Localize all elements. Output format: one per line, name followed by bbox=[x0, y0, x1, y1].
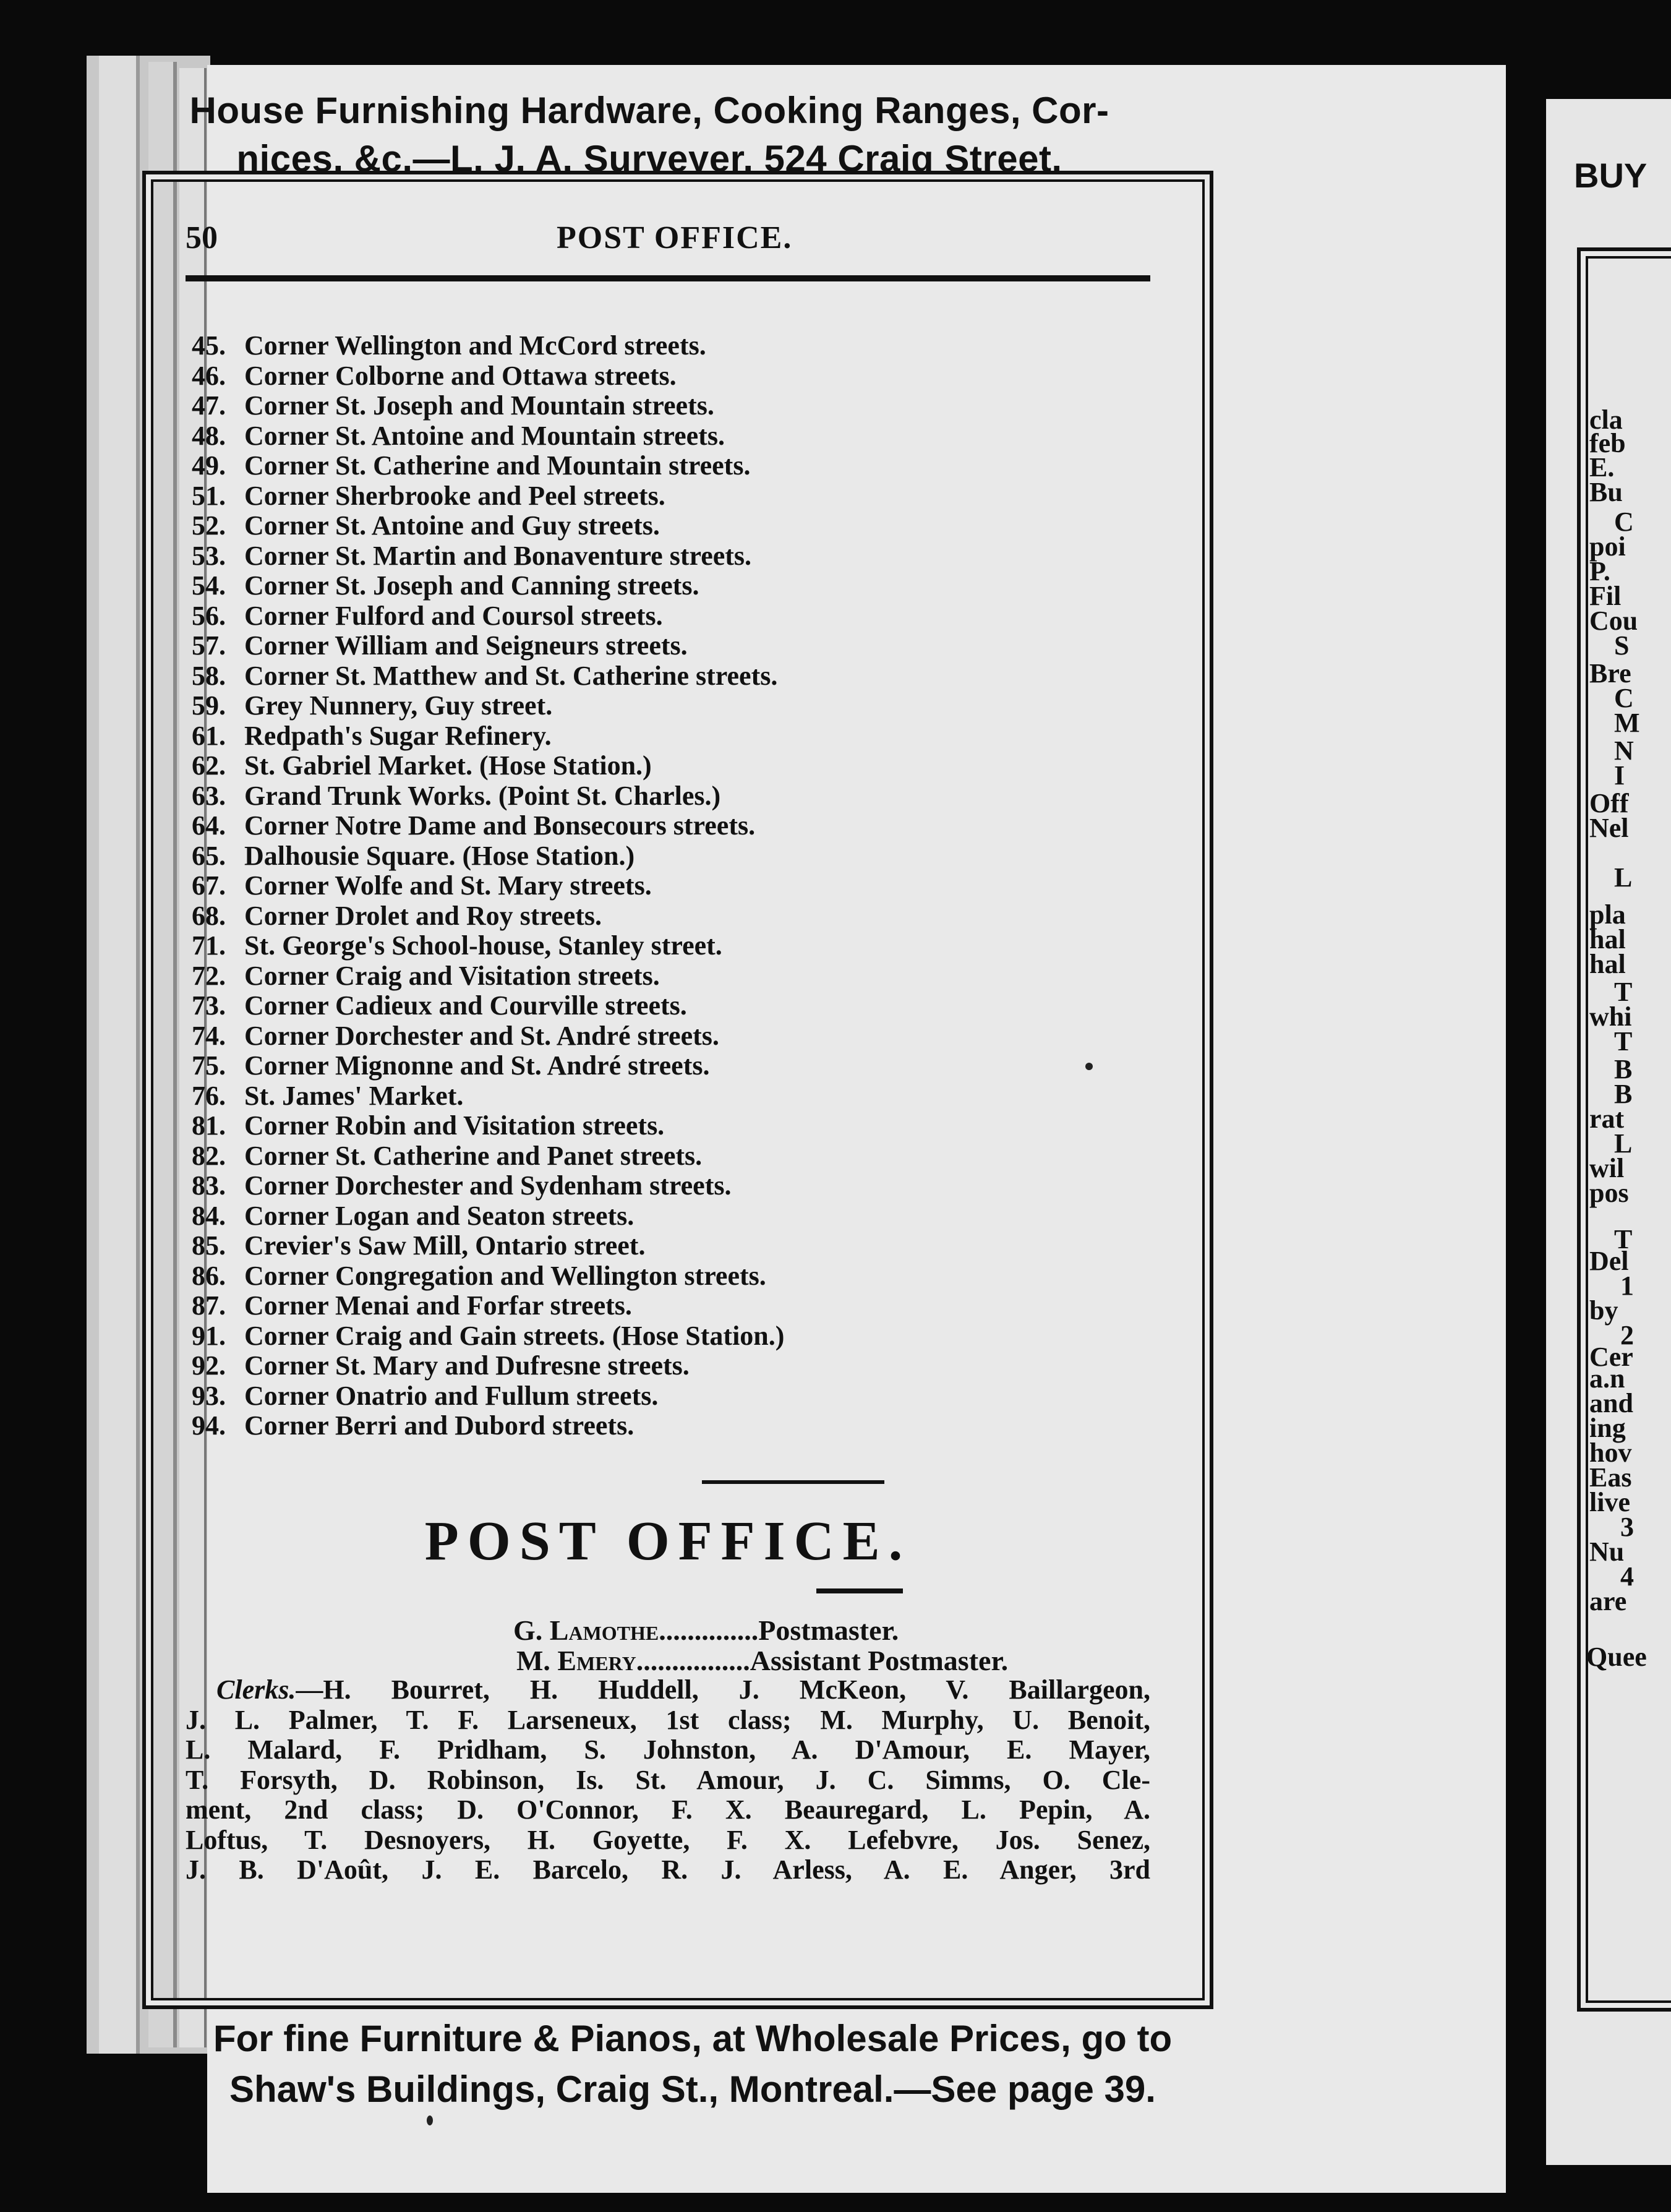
box-number: 93. bbox=[192, 1380, 226, 1411]
box-number: 87. bbox=[192, 1290, 226, 1321]
box-number: 74. bbox=[192, 1020, 226, 1051]
box-number: 94. bbox=[192, 1410, 226, 1441]
box-location: Corner Colborne and Ottawa streets. bbox=[244, 360, 677, 391]
box-number: 59. bbox=[192, 690, 226, 721]
post-office-heading: POST OFFICE. bbox=[424, 1511, 912, 1572]
list-item bbox=[192, 541, 1156, 572]
list-item bbox=[192, 901, 1156, 932]
box-number: 76. bbox=[192, 1080, 226, 1111]
box-location: Redpath's Sugar Refinery. bbox=[244, 720, 552, 751]
box-location: Grand Trunk Works. (Point St. Charles.) bbox=[244, 780, 721, 811]
box-number: 61. bbox=[192, 720, 226, 751]
box-number: 53. bbox=[192, 540, 226, 571]
facing-page-fragment: C bbox=[1614, 683, 1634, 713]
ink-speck bbox=[427, 2116, 433, 2125]
clerks-line: J. L. Palmer, T. F. Larseneux, 1st class; M. Murphy, U. Benoit, bbox=[186, 1704, 1150, 1735]
facing-page-fragment: Eas bbox=[1589, 1462, 1632, 1493]
facing-page-fragment: Cer bbox=[1589, 1342, 1633, 1372]
list-item bbox=[192, 841, 1156, 872]
box-number: 46. bbox=[192, 360, 226, 391]
box-number: 67. bbox=[192, 870, 226, 901]
box-location: Corner St. Antoine and Mountain streets. bbox=[244, 420, 725, 451]
box-number: 56. bbox=[192, 600, 226, 631]
box-number: 83. bbox=[192, 1170, 226, 1201]
list-item bbox=[192, 601, 1156, 632]
box-location: St. Gabriel Market. (Hose Station.) bbox=[244, 750, 652, 781]
list-item bbox=[192, 331, 1156, 361]
facing-page-fragment: hov bbox=[1589, 1438, 1632, 1468]
list-item bbox=[192, 421, 1156, 452]
list-item bbox=[192, 721, 1156, 752]
box-location: Corner Cadieux and Courville streets. bbox=[244, 990, 687, 1021]
box-number: 47. bbox=[192, 390, 226, 421]
facing-page-fragment: ing bbox=[1589, 1413, 1626, 1443]
facing-page-fragment: Nu bbox=[1589, 1537, 1625, 1567]
box-location: Corner Wellington and McCord streets. bbox=[244, 330, 706, 361]
facing-page-fragment: T bbox=[1614, 977, 1633, 1007]
box-number: 48. bbox=[192, 420, 226, 451]
ink-speck bbox=[1085, 1063, 1093, 1070]
box-number: 92. bbox=[192, 1350, 226, 1381]
facing-page-fragment: L bbox=[1614, 862, 1633, 893]
list-item bbox=[192, 1201, 1156, 1232]
list-item bbox=[192, 781, 1156, 812]
box-location: Corner St. Matthew and St. Catherine streets. bbox=[244, 660, 778, 691]
box-number: 86. bbox=[192, 1260, 226, 1291]
box-number: 82. bbox=[192, 1140, 226, 1171]
list-item bbox=[192, 1291, 1156, 1321]
box-location: Dalhousie Square. (Hose Station.) bbox=[244, 840, 635, 871]
box-number: 91. bbox=[192, 1320, 226, 1351]
facing-page-fragment: cla bbox=[1589, 405, 1623, 435]
box-location: Corner St. Catherine and Panet streets. bbox=[244, 1140, 703, 1171]
footer-line-1: For fine Furniture & Pianos, at Wholesale Prices, go to bbox=[213, 2018, 1173, 2059]
footer-line-2: Shaw's Buildings, Craig St., Montreal.—See page 39. bbox=[229, 2068, 1156, 2110]
facing-page-fragment: Nel bbox=[1589, 813, 1629, 843]
box-location: Corner Dorchester and St. André streets. bbox=[244, 1020, 719, 1051]
box-location: Corner William and Seigneurs streets. bbox=[244, 630, 688, 661]
facing-page-fragment: and bbox=[1589, 1388, 1633, 1418]
facing-page-fragment: pla bbox=[1589, 899, 1626, 930]
list-item bbox=[192, 661, 1156, 692]
facing-page-fragment: E. bbox=[1589, 452, 1615, 482]
list-item bbox=[192, 1381, 1156, 1412]
box-number: 51. bbox=[192, 480, 226, 511]
running-title: POST OFFICE. bbox=[557, 220, 793, 255]
list-item bbox=[192, 631, 1156, 661]
box-location: Corner Mignonne and St. André streets. bbox=[244, 1050, 710, 1081]
list-item bbox=[192, 751, 1156, 781]
list-item bbox=[192, 961, 1156, 992]
box-location: Corner St. Antoine and Guy streets. bbox=[244, 510, 660, 541]
facing-page-fragment: B bbox=[1614, 1079, 1633, 1109]
box-number: 84. bbox=[192, 1200, 226, 1231]
box-number: 73. bbox=[192, 990, 226, 1021]
box-number: 75. bbox=[192, 1050, 226, 1081]
list-item bbox=[192, 1351, 1156, 1381]
box-location: Corner Sherbrooke and Peel streets. bbox=[244, 480, 665, 511]
box-location: Corner Craig and Gain streets. (Hose Station.) bbox=[244, 1320, 785, 1351]
box-number: 64. bbox=[192, 810, 226, 841]
box-number: 68. bbox=[192, 900, 226, 931]
box-location: Corner Drolet and Roy streets. bbox=[244, 900, 602, 931]
list-item bbox=[192, 1261, 1156, 1292]
list-item bbox=[192, 691, 1156, 721]
box-number: 45. bbox=[192, 330, 226, 361]
box-location: Crevier's Saw Mill, Ontario street. bbox=[244, 1230, 646, 1261]
facing-page-fragment: rat bbox=[1589, 1104, 1625, 1134]
facing-page-fragment: T bbox=[1614, 1224, 1633, 1254]
list-item bbox=[192, 511, 1156, 541]
facing-page-fragment: Cou bbox=[1589, 606, 1638, 636]
list-item bbox=[192, 1231, 1156, 1261]
box-location: Corner St. Mary and Dufresne streets. bbox=[244, 1350, 690, 1381]
box-number: 58. bbox=[192, 660, 226, 691]
list-item bbox=[192, 361, 1156, 392]
box-location: Corner Notre Dame and Bonsecours streets. bbox=[244, 810, 756, 841]
facing-page-fragment: 3 bbox=[1620, 1512, 1634, 1542]
facing-page-fragment: Bu bbox=[1589, 477, 1623, 507]
assistant-postmaster-entry bbox=[516, 1645, 1008, 1676]
postmaster-name: G. Lamothe bbox=[513, 1614, 659, 1646]
box-number: 85. bbox=[192, 1230, 226, 1261]
fire-alarm-box-list bbox=[192, 331, 1156, 1441]
facing-page bbox=[1546, 99, 1671, 2165]
clerks-line: T. Forsyth, D. Robinson, Is. St. Amour, J. C. Simms, O. Cle- bbox=[186, 1764, 1150, 1795]
facing-page-fragment: poi bbox=[1589, 531, 1626, 562]
facing-page-fragment: Fil bbox=[1589, 581, 1622, 611]
page-number: 50 bbox=[186, 220, 218, 255]
facing-page-fragment: I bbox=[1614, 760, 1625, 791]
facing-page-fragment: are bbox=[1589, 1586, 1627, 1616]
box-location: Corner Wolfe and St. Mary streets. bbox=[244, 870, 652, 901]
box-number: 52. bbox=[192, 510, 226, 541]
list-item bbox=[192, 1081, 1156, 1112]
advertisement-header bbox=[56, 87, 1243, 183]
clerks-line: J. B. D'Août, J. E. Barcelo, R. J. Arless, A. E. Anger, 3rd bbox=[186, 1854, 1150, 1885]
header-line-2: nices, &c.—L. J. A. Surveyer, 524 Craig Street. bbox=[236, 138, 1062, 179]
clerks-line: L. Malard, F. Pridham, S. Johnston, A. D'Amour, E. Mayer, bbox=[186, 1734, 1150, 1765]
list-item bbox=[192, 391, 1156, 421]
facing-page-fragment: hal bbox=[1589, 924, 1626, 954]
facing-page-fragment: M bbox=[1614, 708, 1640, 738]
page-edge bbox=[99, 56, 140, 2054]
box-location: Grey Nunnery, Guy street. bbox=[244, 690, 553, 721]
box-number: 65. bbox=[192, 840, 226, 871]
facing-page-fragment: B bbox=[1614, 1054, 1633, 1084]
facing-page-fragment: feb bbox=[1589, 428, 1626, 458]
list-item bbox=[192, 451, 1156, 481]
facing-page-fragment: S bbox=[1614, 630, 1630, 661]
facing-page-fragment: hal bbox=[1589, 949, 1626, 979]
box-location: Corner St. Joseph and Mountain streets. bbox=[244, 390, 714, 421]
facing-page-fragment: wil bbox=[1589, 1153, 1625, 1183]
facing-page-fragment: C bbox=[1614, 507, 1634, 537]
facing-page-fragment: by bbox=[1589, 1295, 1618, 1326]
box-number: 72. bbox=[192, 960, 226, 991]
facing-page-fragment: P. bbox=[1589, 556, 1610, 586]
box-location: Corner Onatrio and Fullum streets. bbox=[244, 1380, 659, 1411]
list-item bbox=[192, 1171, 1156, 1201]
list-item bbox=[192, 571, 1156, 601]
box-location: St. George's School-house, Stanley street. bbox=[244, 930, 722, 961]
facing-page-fragment: L bbox=[1614, 1128, 1633, 1159]
box-location: St. James' Market. bbox=[244, 1080, 464, 1111]
facing-page-fragment: Bre bbox=[1589, 658, 1631, 688]
box-number: 71. bbox=[192, 930, 226, 961]
facing-page-fragment: N bbox=[1614, 735, 1634, 766]
list-item bbox=[192, 1411, 1156, 1441]
list-item bbox=[192, 481, 1156, 512]
facing-page-fragment: pos bbox=[1589, 1178, 1629, 1208]
assistant-title: ................Assistant Postmaster. bbox=[636, 1645, 1009, 1676]
clerks-label: Clerks. bbox=[216, 1674, 296, 1705]
assistant-name: M. Emery bbox=[516, 1645, 636, 1676]
facing-page-fragment: live bbox=[1589, 1487, 1630, 1517]
facing-page-fragment: 1 bbox=[1620, 1271, 1634, 1301]
heading-rule bbox=[816, 1588, 903, 1593]
clerks-line: Loftus, T. Desnoyers, H. Goyette, F. X. Lefebvre, Jos. Senez, bbox=[186, 1824, 1150, 1855]
box-number: 81. bbox=[192, 1110, 226, 1141]
box-number: 54. bbox=[192, 570, 226, 601]
box-location: Corner Berri and Dubord streets. bbox=[244, 1410, 635, 1441]
box-location: Corner St. Martin and Bonaventure streets. bbox=[244, 540, 752, 571]
section-divider bbox=[702, 1480, 884, 1484]
box-location: Corner Menai and Forfar streets. bbox=[244, 1290, 632, 1321]
facing-page-fragment: Quee bbox=[1586, 1642, 1647, 1672]
box-location: Corner Robin and Visitation streets. bbox=[244, 1110, 665, 1141]
list-item bbox=[192, 1021, 1156, 1052]
facing-page-fragment: 2 bbox=[1620, 1320, 1634, 1350]
box-location: Corner Logan and Seaton streets. bbox=[244, 1200, 635, 1231]
facing-page-fragment: 4 bbox=[1620, 1561, 1634, 1592]
list-item bbox=[192, 991, 1156, 1021]
box-number: 63. bbox=[192, 780, 226, 811]
postmaster-title: ..............Postmaster. bbox=[659, 1614, 899, 1646]
list-item bbox=[192, 931, 1156, 961]
box-number: 62. bbox=[192, 750, 226, 781]
box-number: 49. bbox=[192, 450, 226, 481]
title-rule bbox=[186, 275, 1150, 281]
clerks-line: Clerks.—H. Bourret, H. Huddell, J. McKeon, V. Baillargeon, bbox=[216, 1674, 1150, 1705]
facing-page-fragment: a.n bbox=[1589, 1363, 1625, 1394]
facing-page-header: BUY bbox=[1574, 156, 1647, 195]
facing-page-fragment: T bbox=[1614, 1026, 1633, 1057]
list-item bbox=[192, 1111, 1156, 1141]
facing-page-fragment: Off bbox=[1589, 788, 1629, 818]
box-location: Corner St. Catherine and Mountain streets. bbox=[244, 450, 751, 481]
advertisement-footer bbox=[87, 2013, 1299, 2115]
list-item bbox=[192, 871, 1156, 901]
list-item bbox=[192, 1051, 1156, 1081]
facing-page-fragment: Del bbox=[1589, 1246, 1629, 1276]
list-item bbox=[192, 811, 1156, 841]
box-number: 57. bbox=[192, 630, 226, 661]
list-item bbox=[192, 1321, 1156, 1352]
box-location: Corner Dorchester and Sydenham streets. bbox=[244, 1170, 732, 1201]
list-item bbox=[192, 1141, 1156, 1172]
postmaster-entry bbox=[513, 1615, 899, 1646]
clerks-line: ment, 2nd class; D. O'Connor, F. X. Beauregard, L. Pepin, A. bbox=[186, 1794, 1150, 1825]
box-location: Corner St. Joseph and Canning streets. bbox=[244, 570, 699, 601]
clerks-paragraph bbox=[186, 1675, 1150, 1885]
box-location: Corner Congregation and Wellington streets. bbox=[244, 1260, 766, 1291]
facing-page-fragment: whi bbox=[1589, 1001, 1632, 1032]
box-location: Corner Craig and Visitation streets. bbox=[244, 960, 660, 991]
box-location: Corner Fulford and Coursol streets. bbox=[244, 600, 663, 631]
header-line-1: House Furnishing Hardware, Cooking Ranges, Cor- bbox=[189, 90, 1109, 131]
